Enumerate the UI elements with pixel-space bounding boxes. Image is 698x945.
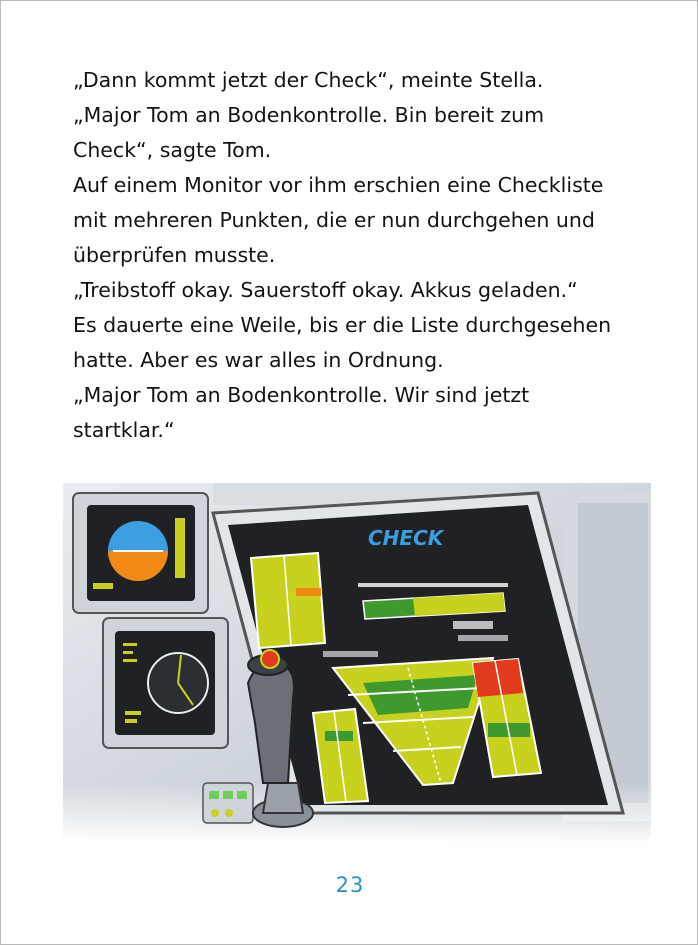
story-line: hatte. Aber es war alles in Ordnung. [73,348,444,372]
story-text [73,63,633,448]
story-line: startklar.“ [73,418,175,442]
story-line: „Major Tom an Bodenkontrolle. Wir sind jetzt [73,383,530,407]
story-line: Auf einem Monitor vor ihm erschien eine Checkliste [73,173,604,197]
story-line: „Dann kommt jetzt der Check“, meinte Stella. [73,68,544,92]
story-line: überprüfen musste. [73,243,276,267]
story-line: „Treibstoff okay. Sauerstoff okay. Akkus geladen.“ [73,278,578,302]
story-line: „Major Tom an Bodenkontrolle. Bin bereit zum [73,103,545,127]
check-screen-label: CHECK [368,526,444,550]
page-number: 23 [335,873,365,897]
story-line: mit mehreren Punkten, die er nun durchgehen und [73,208,595,232]
story-line: Es dauerte eine Weile, bis er die Liste durchgesehen [73,313,612,337]
cockpit-illustration [63,483,651,843]
story-line: Check“, sagte Tom. [73,138,272,162]
